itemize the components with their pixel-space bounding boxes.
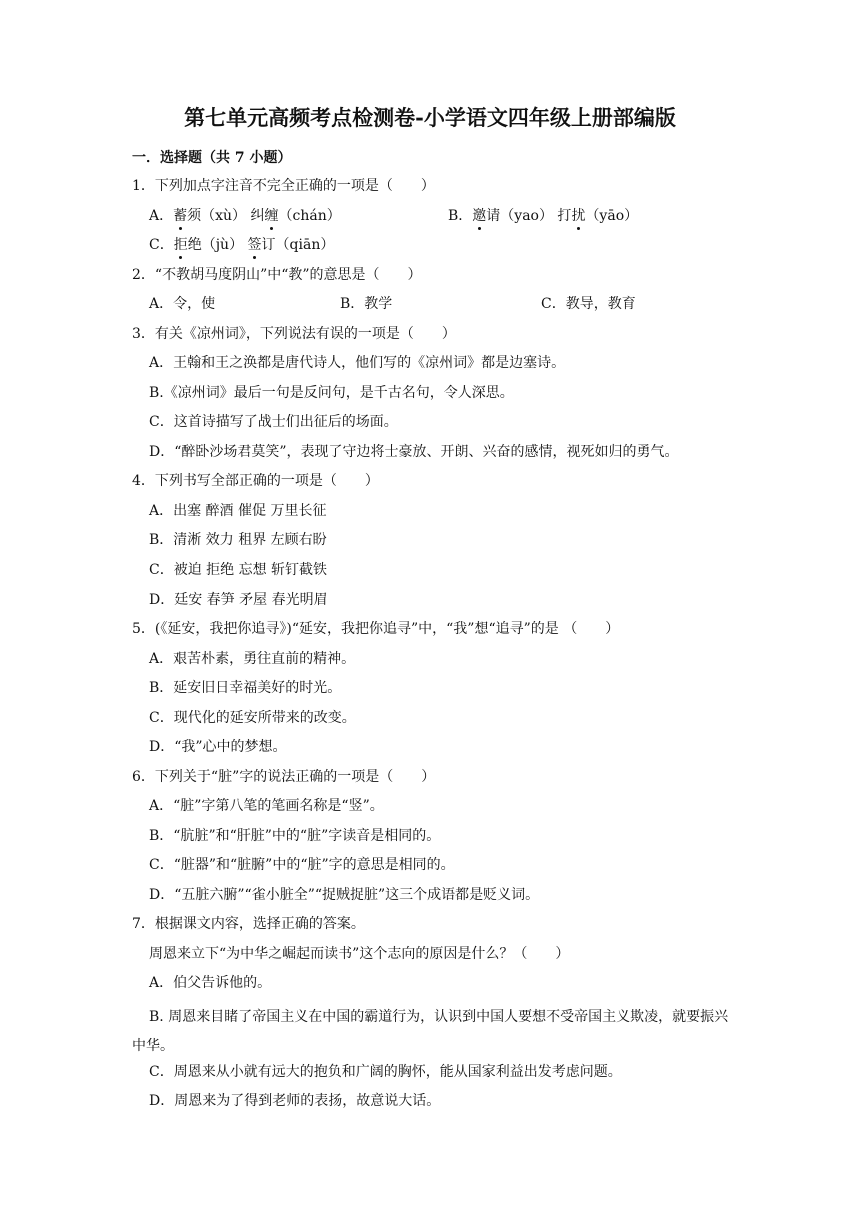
- q4-option-a: A．出塞 醉酒 催促 万里长征: [149, 503, 327, 519]
- q6-option-b: B．“肮脏”和“肝脏”中的“脏”字读音是相同的。: [149, 828, 441, 844]
- q1-c-dotted-char-2: 签: [247, 237, 262, 253]
- q1-option-c: C．拒绝（jù） 签订（qiān）: [149, 237, 335, 253]
- q7-option-a: A．伯父告诉他的。: [149, 975, 272, 991]
- q6-option-c: C．“脏器”和“脏腑”中的“脏”字的意思是相同的。: [149, 857, 455, 873]
- q4-option-d: D．廷安 春笋 矛屋 春光明眉: [149, 592, 328, 608]
- q1-stem: 1．下列加点字注音不完全正确的一项是（ ）: [132, 178, 435, 194]
- q1-b-dotted-char-2: 扰: [571, 208, 586, 224]
- q3-option-a: A．王翰和王之涣都是唐代诗人，他们写的《凉州词》都是边塞诗。: [149, 355, 566, 371]
- q4-stem: 4．下列书写全部正确的一项是（ ）: [132, 473, 379, 489]
- q3-option-b: B.《凉州词》最后一句是反问句，是千古名句，令人深思。: [149, 385, 514, 401]
- q7-sub-question: 周恩来立下“为中华之崛起而读书”这个志向的原因是什么？（ ）: [149, 946, 570, 962]
- q4-option-c: C．被迫 拒绝 忘想 斩钉截铁: [149, 562, 328, 578]
- q6-stem: 6．下列关于“脏”字的说法正确的一项是（ ）: [132, 769, 436, 785]
- q3-option-c: C．这首诗描写了战士们出征后的场面。: [149, 414, 398, 430]
- q2-option-b: B．教学: [340, 296, 393, 312]
- q1-option-a: A．蓄须（xù） 纠缠（chán）: [149, 208, 341, 224]
- q2-stem: 2．“不教胡马度阴山”中“教”的意思是（ ）: [132, 267, 422, 283]
- q3-option-d: D．“醉卧沙场君莫笑”，表现了守边将士豪放、开朗、兴奋的感情，视死如归的勇气。: [149, 444, 679, 460]
- section-heading: 一．选择题（共 7 小题）: [132, 150, 292, 166]
- q2-option-c: C．教导，教育: [541, 296, 636, 312]
- q5-stem: 5．(《延安，我把你追寻》)“延安，我把你追寻”中，“我”想“追寻”的是 （ ）: [132, 621, 620, 637]
- q1-a-dotted-char-2: 缠: [264, 208, 279, 224]
- q1-c-dotted-char-1: 拒: [173, 237, 188, 253]
- q6-option-d: D．“五脏六腑”“雀小脏全”“捉贼捉脏”这三个成语都是贬义词。: [149, 887, 540, 903]
- q1-a-dotted-char-1: 蓄: [173, 208, 188, 224]
- q4-option-b: B．清淅 效力 租界 左顾右盼: [149, 532, 327, 548]
- q1-b-dotted-char-1: 邀: [472, 208, 487, 224]
- q7-option-d: D．周恩来为了得到老师的表扬，故意说大话。: [149, 1093, 441, 1109]
- q2-option-a: A．令，使: [149, 296, 216, 312]
- q6-option-a: A．“脏”字第八笔的笔画名称是“竖”。: [149, 798, 384, 814]
- q7-option-c: C．周恩来从小就有远大的抱负和广阔的胸怀，能从国家利益出发考虑问题。: [149, 1064, 622, 1080]
- q3-stem: 3．有关《凉州词》，下列说法有误的一项是（ ）: [132, 326, 456, 342]
- q5-option-d: D．“我”心中的梦想。: [149, 739, 287, 755]
- q5-option-b: B．延安旧日幸福美好的时光。: [149, 680, 342, 696]
- q5-option-a: A．艰苦朴素，勇往直前的精神。: [149, 651, 356, 667]
- q5-option-c: C．现代化的延安所带来的改变。: [149, 710, 356, 726]
- page-title: 第七单元高频考点检测卷-小学语文四年级上册部编版: [184, 105, 676, 130]
- q7-stem: 7．根据课文内容，选择正确的答案。: [132, 916, 365, 932]
- q7-option-b: B. 周恩来目睹了帝国主义在中国的霸道行为，认识到中国人要想不受帝国主义欺凌，就要振兴中华。: [132, 1009, 729, 1054]
- q1-option-b: B．邀请（yao） 打扰（yāo）: [448, 208, 639, 224]
